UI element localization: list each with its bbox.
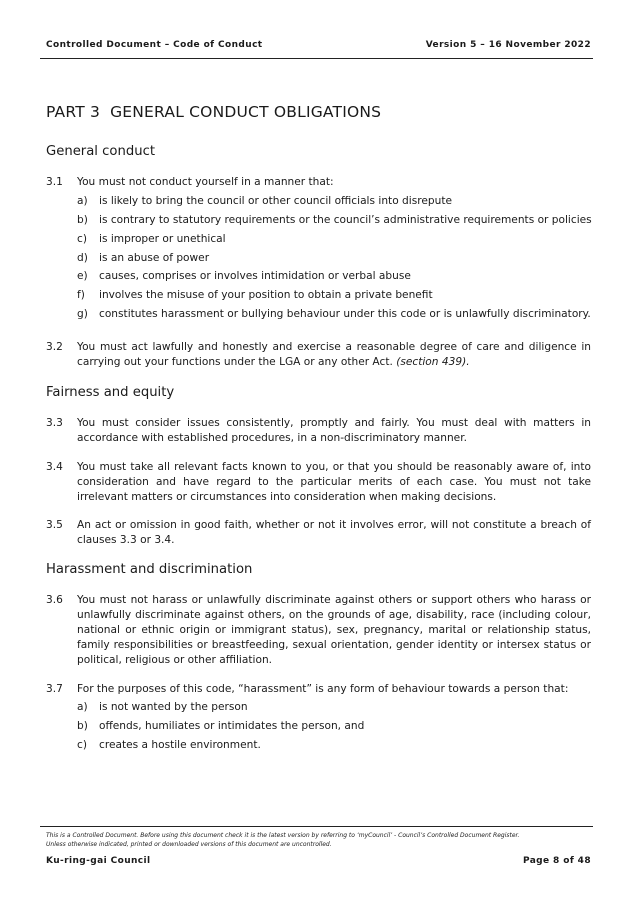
footer-organisation: Ku-ring-gai Council <box>46 856 151 866</box>
list-item-text: is likely to bring the council or other council officials into disrepute <box>99 195 452 207</box>
section-heading-harassment-discrimination: Harassment and discrimination <box>46 562 253 577</box>
list-item-key: a) <box>77 701 88 713</box>
clause-3-1 <box>46 175 591 190</box>
list-item-text: is an abuse of power <box>99 252 210 264</box>
disclaimer-line: This is a Controlled Document. Before using this document check it is the latest version by referring to ‘myCouncil’ - Council’s Controlled Document Register. <box>46 832 520 839</box>
list-item <box>77 213 597 228</box>
clause-number: 3.3 <box>46 417 63 429</box>
legislation-reference: (section 439). <box>396 356 470 368</box>
list-item <box>77 251 597 266</box>
clause-number: 3.2 <box>46 341 63 353</box>
clause-3-3 <box>46 416 591 446</box>
clause-number: 3.1 <box>46 176 63 188</box>
disclaimer-line: Unless otherwise indicated, printed or downloaded versions of this document are uncontrolled. <box>46 841 332 848</box>
clause-number: 3.5 <box>46 519 63 531</box>
header-document-title: Controlled Document – Code of Conduct <box>46 40 263 50</box>
list-item-text: creates a hostile environment. <box>99 739 261 751</box>
list-item <box>77 719 597 734</box>
clause-3-5 <box>46 518 591 548</box>
list-item <box>77 194 597 209</box>
list-item-key: d) <box>77 252 88 264</box>
clause-3-6 <box>46 593 591 668</box>
header-version: Version 5 – 16 November 2022 <box>425 40 591 50</box>
list-item-text: is not wanted by the person <box>99 701 248 713</box>
clause-text: You must take all relevant facts known to you, or that you should be reasonably aware of, into consideration and have regard to the particular merits of each case. You must not take irrelevant matters or circumstances into consideration when making decisions. <box>77 461 591 503</box>
clause-text: An act or omission in good faith, whether or not it involves error, will not constitute a breach of clauses 3.3 or 3.4. <box>77 519 591 546</box>
list-item <box>77 700 597 715</box>
clause-text: You must not harass or unlawfully discriminate against others or support others who harass or unlawfully discriminate against others, on the grounds of age, disability, race (including colour, national or ethnic origin or immigrant status), sex, pregnancy, marital or relationship status, family responsibilities or breastfeeding, sexual orientation, gender identity or intersex status or political, religious or other affiliation. <box>77 594 591 666</box>
list-item <box>77 232 597 247</box>
list-item <box>77 307 597 322</box>
clause-text: For the purposes of this code, “harassment” is any form of behaviour towards a person that: <box>77 683 569 695</box>
clause-text <box>77 340 591 370</box>
part-title: GENERAL CONDUCT OBLIGATIONS <box>110 103 382 121</box>
list-item-text: involves the misuse of your position to obtain a private benefit <box>99 289 433 301</box>
section-heading-fairness-equity: Fairness and equity <box>46 385 175 400</box>
part-number: PART 3 <box>46 103 101 121</box>
list-item <box>77 738 597 753</box>
list-item <box>77 269 597 284</box>
part-heading <box>46 103 381 121</box>
clause-3-4 <box>46 460 591 505</box>
list-item-key: b) <box>77 720 88 732</box>
list-item-text: offends, humiliates or intimidates the person, and <box>99 720 365 732</box>
footer-divider <box>40 826 593 827</box>
list-item-key: b) <box>77 214 88 226</box>
list-item-text: is contrary to statutory requirements or the council’s administrative requirements or policies <box>99 214 592 226</box>
clause-body: You must act lawfully and honestly and exercise a reasonable degree of care and diligence in carrying out your functions under the LGA or any other Act. <box>77 341 591 368</box>
list-item-text: constitutes harassment or bullying behaviour under this code or is unlawfully discriminatory. <box>99 308 591 320</box>
header-divider <box>40 58 593 59</box>
list-item-key: e) <box>77 270 88 282</box>
section-heading-general-conduct: General conduct <box>46 144 155 159</box>
list-item-text: is improper or unethical <box>99 233 226 245</box>
list-item-key: a) <box>77 195 88 207</box>
clause-number: 3.6 <box>46 594 63 606</box>
clause-text: You must not conduct yourself in a manner that: <box>77 176 334 188</box>
list-item-key: c) <box>77 739 87 751</box>
list-item <box>77 288 597 303</box>
list-item-text: causes, comprises or involves intimidation or verbal abuse <box>99 270 411 282</box>
clause-number: 3.4 <box>46 461 63 473</box>
clause-3-7 <box>46 682 591 697</box>
clause-text: You must consider issues consistently, promptly and fairly. You must deal with matters in accordance with established procedures, in a non-discriminatory manner. <box>77 417 591 444</box>
clause-3-2 <box>46 340 591 370</box>
list-item-key: f) <box>77 289 85 301</box>
list-item-key: c) <box>77 233 87 245</box>
clause-number: 3.7 <box>46 683 63 695</box>
controlled-document-disclaimer <box>46 831 519 849</box>
page-number: Page 8 of 48 <box>522 856 591 866</box>
list-item-key: g) <box>77 308 88 320</box>
